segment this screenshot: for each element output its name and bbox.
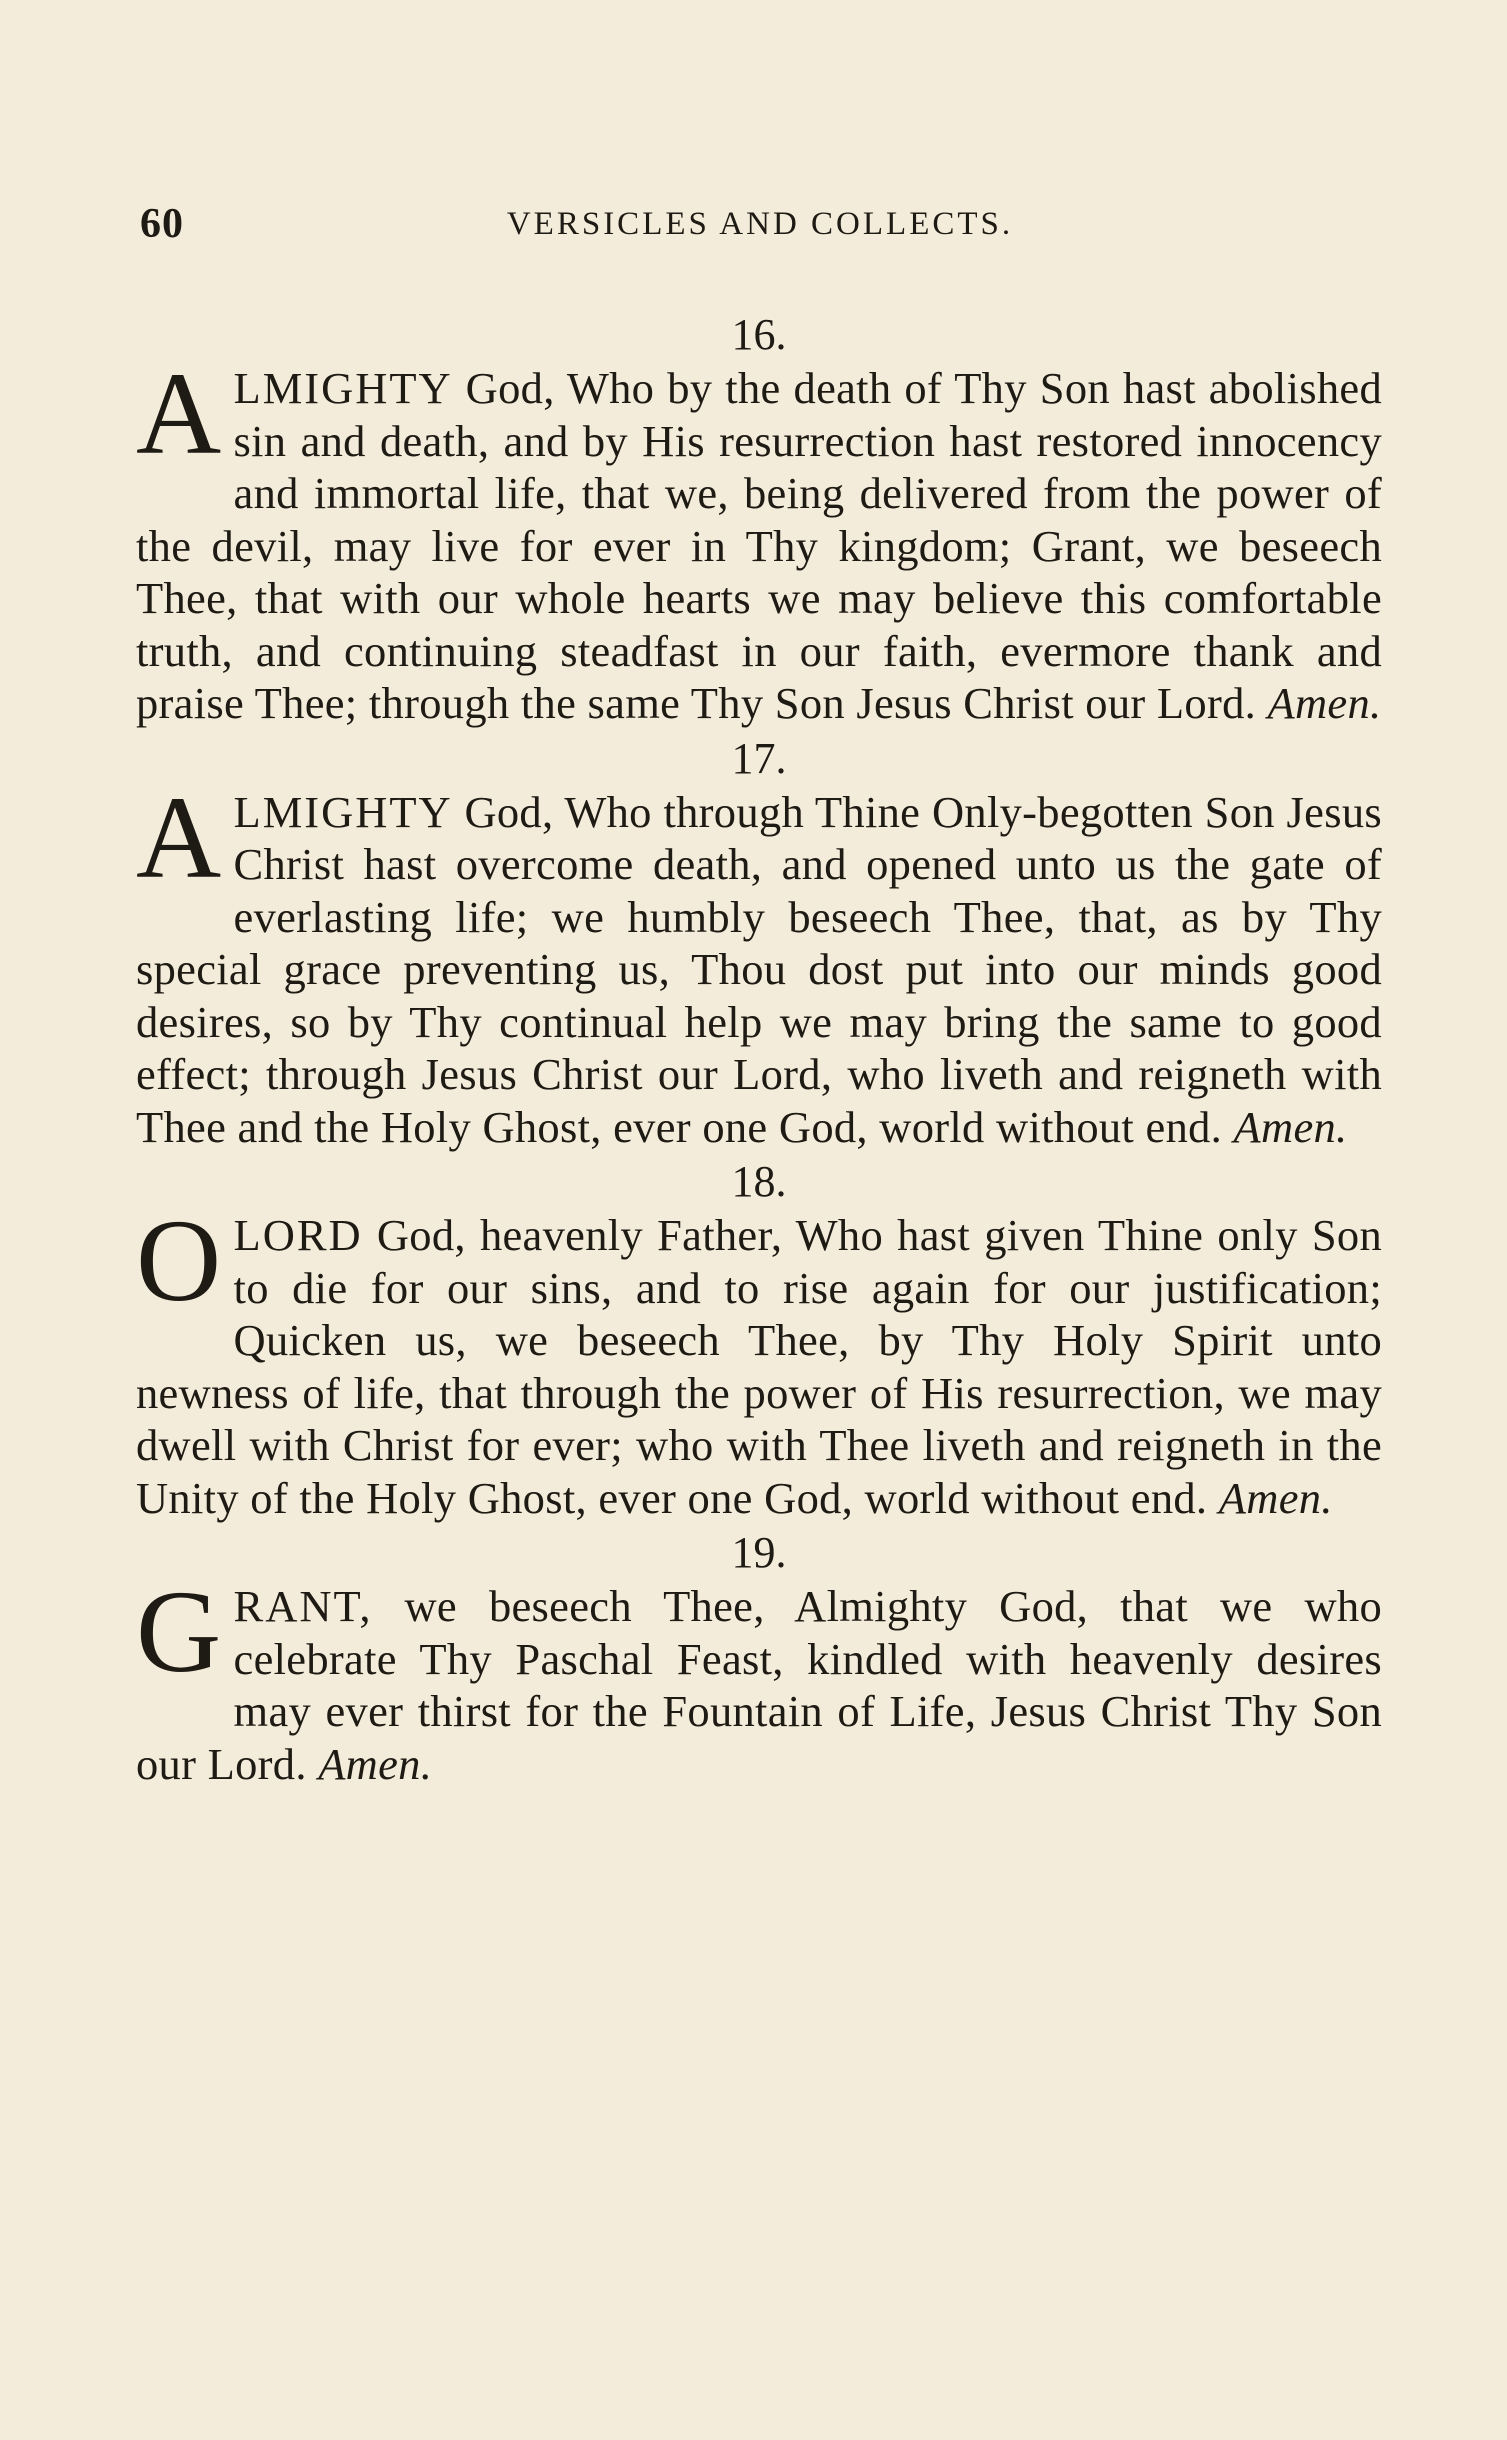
collect-number: 19. [731, 1528, 787, 1577]
opening-word: LMIGHTY [233, 363, 453, 413]
collect-text [136, 771, 1382, 1154]
collect-17 [136, 734, 1382, 1154]
collect-19 [136, 1528, 1382, 1790]
amen: Amen. [1233, 1101, 1348, 1152]
drop-cap-initial: A [136, 348, 222, 479]
amen: Amen. [1218, 1472, 1333, 1523]
running-head [140, 200, 1380, 260]
collects-section [136, 310, 1382, 1794]
amen: Amen. [1267, 678, 1382, 728]
collect-body-text: we beseech Thee, Almighty God, that we who celebrate Thy Paschal Feast, kindled with heavenly desires may ever thirst for the Fountain of Life, Jesus Christ Thy Son our Lord. [136, 1581, 1382, 1789]
collect-body-text: God, heavenly Father, Who hast given Thine only Son to die for our sins, and to rise again for our justification; Quicken us, we beseech Thee, by Thy Holy Spirit unto newness of life, that through the power of His resurrection, we may dwell with Christ for ever; who with Thee liveth and reigneth in the Unity of the Holy Ghost, ever one God, world without end. [136, 1210, 1382, 1523]
collect-number: 18. [731, 1157, 787, 1206]
running-title: VERSICLES AND COLLECTS. [506, 206, 1014, 242]
drop-cap-initial: A [136, 771, 222, 903]
collect-18 [136, 1157, 1382, 1524]
opening-word: LMIGHTY [233, 786, 453, 837]
collect-body-text: God, Who by the death of Thy Son hast abolished sin and death, and by His resurrection hast restored innocency and immortal life, that we, being delivered from the power of the devil, may live for ever in Thy kingdom; Grant, we beseech Thee, that with our whole hearts we may believe this comfortable truth, and continuing steadfast in our faith, evermore thank and praise Thee; through the same Thy Son Jesus Christ our Lord. [136, 363, 1382, 728]
page-number: 60 [140, 201, 184, 247]
collect-body-text: God, Who through Thine Only-begotten Son Jesus Christ hast overcome death, and opened unto us the gate of everlasting life; we humbly beseech Thee, that, as by Thy special grace preventing us, Thou dost put into our minds good desires, so by Thy continual help we may bring the same to good effect; through Jesus Christ our Lord, who liveth and reigneth with Thee and the Holy Ghost, ever one God, world without end. [136, 786, 1382, 1152]
collect-number: 17. [731, 733, 787, 783]
drop-cap-initial: O [136, 1195, 222, 1326]
opening-word: LORD [233, 1210, 363, 1260]
collect-text [136, 348, 1382, 730]
amen: Amen. [318, 1738, 433, 1789]
collect-number: 16. [731, 310, 787, 359]
collect-16 [136, 310, 1382, 730]
drop-cap-initial: G [136, 1566, 222, 1697]
collect-text [136, 1566, 1382, 1790]
opening-word: RANT, [233, 1581, 373, 1631]
collect-text [136, 1195, 1382, 1524]
